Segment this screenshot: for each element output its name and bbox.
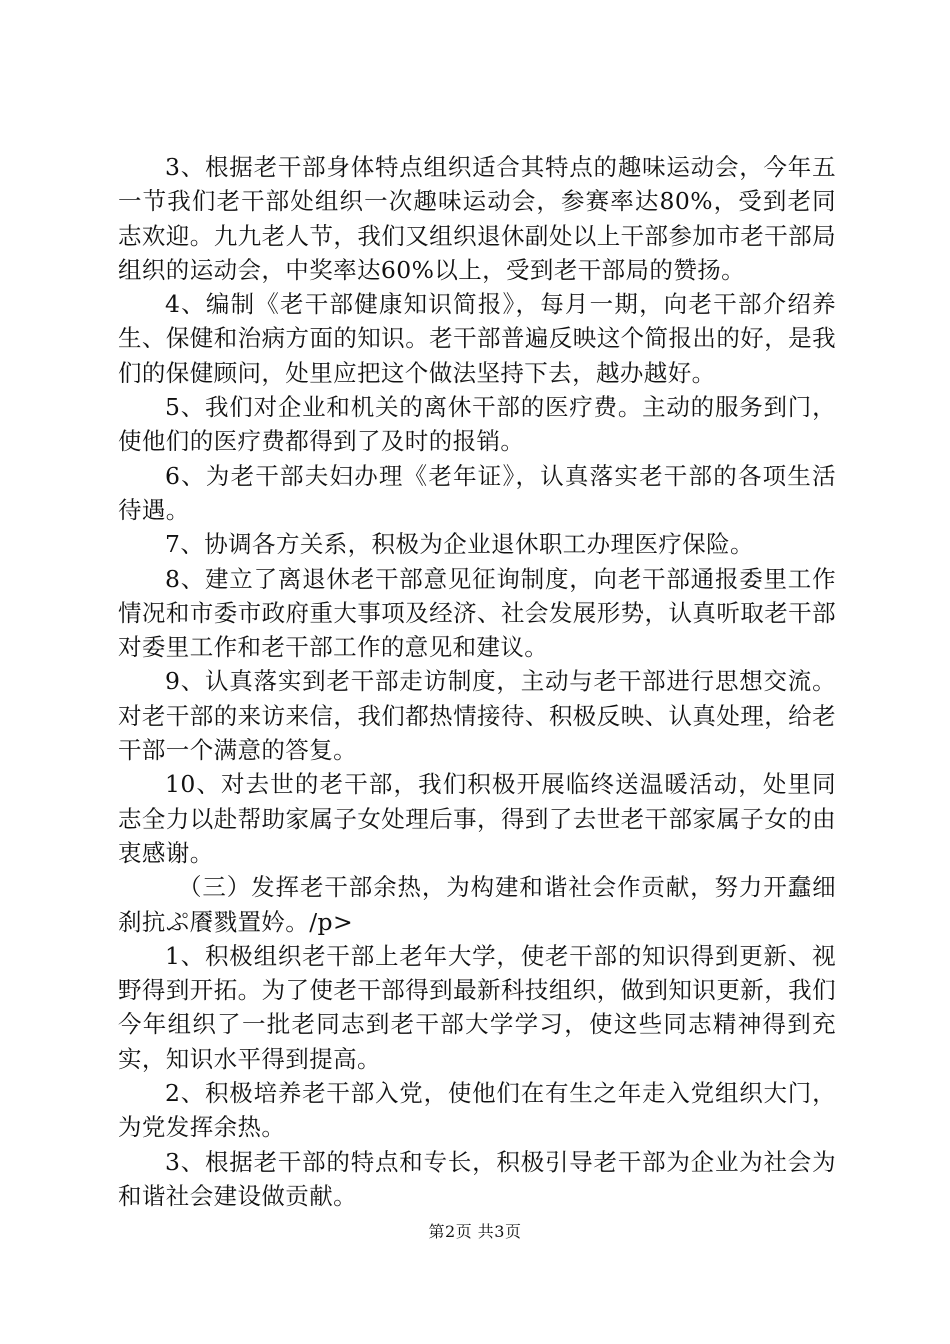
paragraph-item-5-medical: 5、我们对企业和机关的离休干部的医疗费。主动的服务到门，使他们的医疗费都得到了及时的报销。	[118, 393, 836, 456]
page-number-footer: 第2页 共3页	[428, 1222, 522, 1241]
paragraph-item-10-condolence: 10、对去世的老干部，我们积极开展临终送温暖活动，处里同志全力以赴帮助家属子女处理后事，得到了去世老干部家属子女的由衷感谢。	[118, 770, 836, 867]
paragraph-item-2-party: 2、积极培养老干部入党，使他们在有生之年走入党组织大门，为党发挥余热。	[118, 1079, 836, 1142]
paragraph-item-4-bulletin: 4、编制《老干部健康知识简报》，每月一期，向老干部介绍养生、保健和治病方面的知识。老干部普遍反映这个简报出的好，是我们的保健顾问，处里应把这个做法坚持下去，越办越好。	[118, 290, 836, 387]
paragraph-item-1-university: 1、积极组织老干部上老年大学，使老干部的知识得到更新、视野得到开拓。为了使老干部得到最新科技组织，做到知识更新，我们今年组织了一批老同志到老干部大学学习，使这些同志精神得到充实，知识水平得到提高。	[118, 941, 836, 1073]
paragraph-item-9-visits: 9、认真落实到老干部走访制度，主动与老干部进行思想交流。对老干部的来访来信，我们都热情接待、积极反映、认真处理，给老干部一个满意的答复。	[118, 667, 836, 765]
document-body	[118, 150, 836, 1213]
paragraph-item-7-insurance: 7、协调各方关系，积极为企业退休职工办理医疗保险。	[165, 530, 754, 559]
paragraph-item-6-certificate: 6、为老干部夫妇办理《老年证》，认真落实老干部的各项生活待遇。	[118, 461, 836, 524]
section-heading-3: （三）发挥老干部余热，为构建和谐社会作贡献，努力开蠢细刹抗ぷ餍戮置妗。/p>	[118, 873, 836, 936]
paragraph-item-3-sports: 3、根据老干部身体特点组织适合其特点的趣味运动会，今年五一节我们老干部处组织一次趣味运动会，参赛率达80%，受到老同志欢迎。九九老人节，我们又组织退休副处以上干部参加市老干部局组织的运动会，中奖率达60%以上，受到老干部局的赞扬。	[118, 153, 836, 284]
paragraph-item-3-contribution: 3、根据老干部的特点和专长，积极引导老干部为企业为社会为和谐社会建设做贡献。	[118, 1147, 836, 1210]
paragraph-item-8-consultation: 8、建立了离退休老干部意见征询制度，向老干部通报委里工作情况和市委市政府重大事项及经济、社会发展形势，认真听取老干部对委里工作和老干部工作的意见和建议。	[118, 564, 836, 662]
